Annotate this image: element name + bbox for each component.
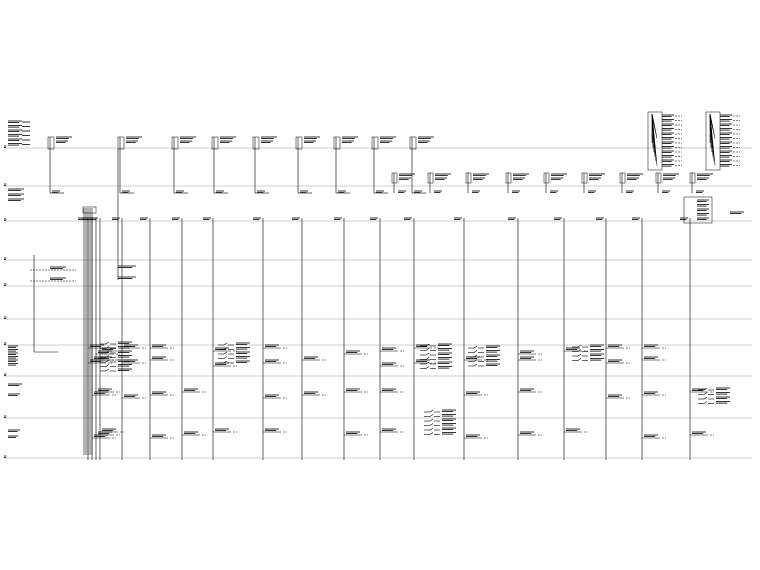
panel-label	[304, 141, 316, 143]
distribution-panel	[172, 137, 178, 149]
panel-label	[180, 137, 196, 139]
distribution-panel	[118, 137, 124, 149]
legend-label	[8, 135, 22, 137]
branch-label	[644, 357, 658, 359]
branch-label	[236, 352, 250, 354]
main-distribution-panel	[648, 112, 662, 170]
branch-label	[382, 389, 396, 391]
panel-label	[418, 141, 430, 143]
outgoing-circuit-label	[662, 129, 674, 131]
branch-label	[520, 432, 534, 434]
branch-label	[608, 345, 622, 347]
panel-label	[627, 174, 643, 176]
panel-label	[473, 174, 489, 176]
breaker-contact	[224, 352, 227, 354]
breaker-symbol	[424, 433, 440, 435]
branch-label	[236, 343, 250, 345]
outgoing-circuit-label	[662, 156, 674, 158]
distribution-panel	[296, 137, 302, 149]
breaker-contact	[704, 402, 707, 404]
outgoing-circuit-label	[662, 160, 674, 162]
breaker-contact	[224, 343, 227, 345]
riser-head-label	[253, 218, 261, 220]
floor-marker	[4, 219, 7, 221]
breaker-contact	[430, 419, 433, 421]
feeder-label	[300, 191, 308, 193]
distribution-panel	[582, 173, 587, 183]
riser-lines	[34, 137, 692, 460]
breaker-symbol	[424, 415, 440, 417]
outgoing-circuit-label	[662, 151, 674, 153]
outgoing-circuit-label	[720, 138, 732, 140]
branch-label	[215, 429, 229, 431]
breaker-symbol	[424, 419, 440, 421]
riser-head-label	[370, 218, 378, 220]
outgoing-circuit-label	[720, 165, 732, 167]
riser-head-label	[632, 218, 640, 220]
panel-label	[342, 137, 358, 139]
outgoing-circuit-label	[662, 124, 674, 126]
device-label	[8, 394, 20, 396]
breaker-symbol	[424, 424, 440, 426]
branch-label	[590, 345, 604, 347]
riser-head-label	[596, 218, 604, 220]
breaker-contact	[704, 393, 707, 395]
branch-label	[265, 345, 279, 347]
distribution-panel	[212, 137, 218, 149]
breaker-symbol	[100, 369, 116, 371]
branch-label	[304, 357, 318, 359]
outgoing-circuit-label	[720, 160, 732, 162]
device-label	[8, 350, 18, 352]
breaker-contact	[426, 367, 429, 369]
branch-label	[124, 395, 138, 397]
sub-panel-box	[684, 197, 712, 223]
breaker-contact	[106, 342, 109, 344]
feeder-label	[376, 191, 384, 193]
panel-label	[180, 141, 192, 143]
branch-label	[442, 433, 456, 435]
panel-label	[589, 178, 601, 180]
breaker-contact	[578, 345, 581, 347]
panel-label	[663, 174, 679, 176]
sub-panel-label	[697, 200, 709, 202]
breaker-symbol	[218, 352, 234, 354]
branch-label	[608, 395, 622, 397]
branch-label	[442, 419, 456, 421]
outgoing-circuit-label	[720, 129, 732, 131]
branch-label	[236, 357, 250, 359]
riser-head-label	[334, 218, 342, 220]
distribution-panel	[428, 173, 433, 183]
breaker-contact	[224, 357, 227, 359]
distribution-panel	[506, 173, 511, 183]
branch-label	[438, 358, 452, 360]
outgoing-circuit-label	[662, 165, 674, 167]
riser-head-label	[454, 218, 462, 220]
branch-label	[608, 360, 622, 362]
branch-label	[118, 277, 136, 279]
feeder-label	[122, 191, 130, 193]
sub-panel-label	[697, 209, 709, 211]
panel-label	[435, 174, 451, 176]
branch-label	[265, 395, 279, 397]
breaker-contact	[430, 433, 433, 435]
branch-label	[416, 360, 430, 362]
branch-label	[152, 435, 166, 437]
branch-label	[520, 351, 534, 353]
distribution-panel	[544, 173, 549, 183]
branch-label	[346, 432, 360, 434]
distribution-panel	[690, 173, 695, 183]
feeder-label	[696, 191, 704, 193]
breaker-symbol	[420, 358, 436, 360]
branch-label	[346, 351, 360, 353]
branch-label	[102, 429, 116, 431]
breaker-contact	[106, 365, 109, 367]
panel-label	[627, 178, 639, 180]
riser-head-label	[554, 218, 562, 220]
branch-label	[466, 435, 480, 437]
branch-label	[438, 367, 452, 369]
device-label	[8, 346, 18, 348]
distribution-panel	[392, 173, 397, 183]
feeder-label	[472, 191, 480, 193]
riser-head-label	[172, 218, 180, 220]
branch-label	[382, 363, 396, 365]
branch-label	[590, 354, 604, 356]
panel-label	[513, 178, 525, 180]
breaker-contact	[106, 369, 109, 371]
panel-label	[304, 137, 320, 139]
branch-label	[346, 389, 360, 391]
panel-label	[261, 141, 273, 143]
branch-label	[442, 428, 456, 430]
branch-label	[442, 415, 456, 417]
breaker-symbol	[424, 410, 440, 412]
branch-label	[566, 429, 580, 431]
riser-head-label	[292, 218, 300, 220]
branch-label	[486, 360, 500, 362]
branch-label	[716, 402, 730, 404]
panel-label	[551, 178, 563, 180]
branch-label	[520, 389, 534, 391]
branch-label	[566, 348, 580, 350]
feeder-label	[398, 191, 406, 193]
riser-head-label	[140, 218, 148, 220]
floor-marker	[4, 146, 7, 148]
floor-marker	[4, 343, 7, 345]
branch-label	[152, 392, 166, 394]
feeder-label	[662, 191, 670, 193]
main-distribution-panels	[648, 112, 744, 223]
branch-label	[486, 355, 500, 357]
riser-head-label	[203, 218, 211, 220]
feeder-label	[626, 191, 634, 193]
branch-label	[438, 349, 452, 351]
branch-label	[486, 346, 500, 348]
branch-label	[118, 266, 136, 268]
device-label	[8, 353, 18, 355]
branch-label	[590, 359, 604, 361]
legend-label	[8, 121, 22, 123]
breaker-symbol	[420, 353, 436, 355]
breaker-symbol	[218, 343, 234, 345]
branch-label	[716, 388, 730, 390]
branch-label	[486, 364, 500, 366]
floor-marker	[4, 374, 7, 376]
branch-label	[152, 357, 166, 359]
breaker-contact	[430, 415, 433, 417]
riser-head-label	[508, 218, 516, 220]
legend-label	[8, 126, 22, 128]
device-label	[8, 364, 18, 366]
breaker-contact	[704, 397, 707, 399]
branch-label	[438, 362, 452, 364]
panel-label	[663, 178, 675, 180]
branch-label	[118, 356, 132, 358]
distribution-panel	[334, 137, 340, 149]
branch-label	[265, 429, 279, 431]
breaker-symbol	[468, 351, 484, 353]
breaker-symbol	[572, 359, 588, 361]
panel-label	[380, 141, 392, 143]
breaker-contact	[430, 424, 433, 426]
distribution-panel	[372, 137, 378, 149]
breaker-symbol	[218, 357, 234, 359]
legend-label	[8, 139, 22, 141]
floor-marker	[4, 456, 7, 458]
sub-panel-label	[697, 214, 709, 216]
breaker-contact	[474, 346, 477, 348]
outgoing-circuit-label	[662, 115, 674, 117]
branch-label	[644, 435, 658, 437]
panel-label	[418, 137, 434, 139]
panel-label	[399, 178, 411, 180]
breaker-contact	[474, 364, 477, 366]
breaker-symbol	[420, 349, 436, 351]
outgoing-circuit-label	[720, 115, 732, 117]
branch-label	[118, 351, 132, 353]
branch-label	[184, 432, 198, 434]
panel-label	[342, 141, 354, 143]
breaker-symbol	[424, 428, 440, 430]
legend-label	[8, 199, 24, 201]
device-label	[8, 357, 18, 359]
main-distribution-panel	[706, 112, 720, 170]
riser-head-label	[90, 218, 98, 220]
device-label	[8, 384, 22, 386]
panel-label	[220, 137, 236, 139]
feeder-label	[257, 191, 265, 193]
breaker-symbol	[420, 367, 436, 369]
floor-marker	[4, 184, 7, 186]
branch-circuits	[8, 191, 730, 438]
breaker-contact	[578, 354, 581, 356]
outgoing-circuit-label	[720, 156, 732, 158]
device-label	[8, 360, 18, 362]
breaker-contact	[430, 410, 433, 412]
branch-label	[716, 393, 730, 395]
panel-label	[589, 174, 605, 176]
branch-label	[382, 348, 396, 350]
panel-label	[473, 178, 485, 180]
floor-marker	[4, 258, 7, 260]
outgoing-circuit-label	[662, 120, 674, 122]
panel-label	[126, 141, 138, 143]
branch-label	[50, 267, 66, 269]
panel-label	[697, 178, 709, 180]
branch-label	[442, 410, 456, 412]
legend-label	[8, 194, 24, 196]
bundle-box	[83, 207, 96, 213]
panel-label	[56, 141, 68, 143]
outgoing-circuit-label	[720, 124, 732, 126]
panel-label	[261, 137, 277, 139]
branch-label	[236, 361, 250, 363]
sub-panel-label	[697, 205, 709, 207]
branch-label	[438, 353, 452, 355]
breaker-symbol	[100, 342, 116, 344]
floor-marker	[4, 317, 7, 319]
panel-label	[513, 174, 529, 176]
branch-label	[692, 432, 706, 434]
branch-label	[442, 424, 456, 426]
branch-label	[236, 348, 250, 350]
panel-label	[399, 174, 415, 176]
panel-label	[126, 137, 142, 139]
device-label	[8, 436, 18, 438]
breaker-symbol	[100, 365, 116, 367]
branch-label	[590, 350, 604, 352]
breaker-symbol	[468, 364, 484, 366]
distribution-panel	[620, 173, 625, 183]
panel-label	[435, 178, 447, 180]
branch-label	[644, 345, 658, 347]
breaker-contact	[578, 359, 581, 361]
branch-label	[118, 369, 132, 371]
branch-label	[520, 357, 534, 359]
distribution-panel	[253, 137, 259, 149]
branch-label	[152, 345, 166, 347]
breaker-symbol	[572, 354, 588, 356]
sub-panel-label	[730, 212, 744, 214]
legend-label	[8, 189, 24, 191]
panel-label	[56, 137, 72, 139]
outgoing-circuit-label	[720, 133, 732, 135]
feeder-label	[512, 191, 520, 193]
feeder-label	[550, 191, 558, 193]
feeder-label	[588, 191, 596, 193]
distribution-panel	[48, 137, 54, 149]
feeder-label	[434, 191, 442, 193]
outgoing-circuit-label	[662, 142, 674, 144]
riser-head-label	[404, 218, 412, 220]
branch-label	[184, 389, 198, 391]
branch-label	[304, 392, 318, 394]
branch-label	[466, 392, 480, 394]
feeder-label	[52, 191, 60, 193]
panel-boxes	[8, 121, 713, 201]
branch-label	[644, 392, 658, 394]
branch-label	[118, 342, 132, 344]
breaker-symbol	[698, 402, 714, 404]
outgoing-circuit-label	[720, 120, 732, 122]
breaker-contact	[426, 353, 429, 355]
branch-label	[118, 365, 132, 367]
panel-label	[380, 137, 396, 139]
breaker-contact	[426, 349, 429, 351]
breaker-contact	[474, 351, 477, 353]
feeder-label	[176, 191, 184, 193]
distribution-panel	[466, 173, 471, 183]
panel-label	[220, 141, 232, 143]
breaker-symbol	[572, 345, 588, 347]
breaker-contact	[430, 428, 433, 430]
breaker-symbol	[698, 397, 714, 399]
outgoing-circuit-label	[662, 138, 674, 140]
feeder-label	[338, 191, 346, 193]
legend-label	[8, 144, 22, 146]
distribution-panel	[410, 137, 416, 149]
branch-label	[382, 429, 396, 431]
breaker-symbol	[698, 393, 714, 395]
device-label	[8, 430, 20, 432]
floor-marker	[4, 416, 7, 418]
branch-label	[265, 360, 279, 362]
outgoing-circuit-label	[662, 133, 674, 135]
breaker-symbol	[468, 346, 484, 348]
floor-marker	[4, 284, 7, 286]
sub-panel-label	[697, 218, 709, 220]
outgoing-circuit-label	[720, 142, 732, 144]
branch-label	[50, 278, 66, 280]
branch-label	[716, 397, 730, 399]
feeder-label	[216, 191, 224, 193]
panel-label	[697, 174, 713, 176]
panel-label	[551, 174, 567, 176]
distribution-panel	[656, 173, 661, 183]
legend-label	[8, 130, 22, 132]
branch-label	[486, 351, 500, 353]
riser-head-label	[112, 218, 120, 220]
outgoing-circuit-label	[720, 151, 732, 153]
feeder-label	[414, 191, 422, 193]
breaker-contact	[426, 358, 429, 360]
